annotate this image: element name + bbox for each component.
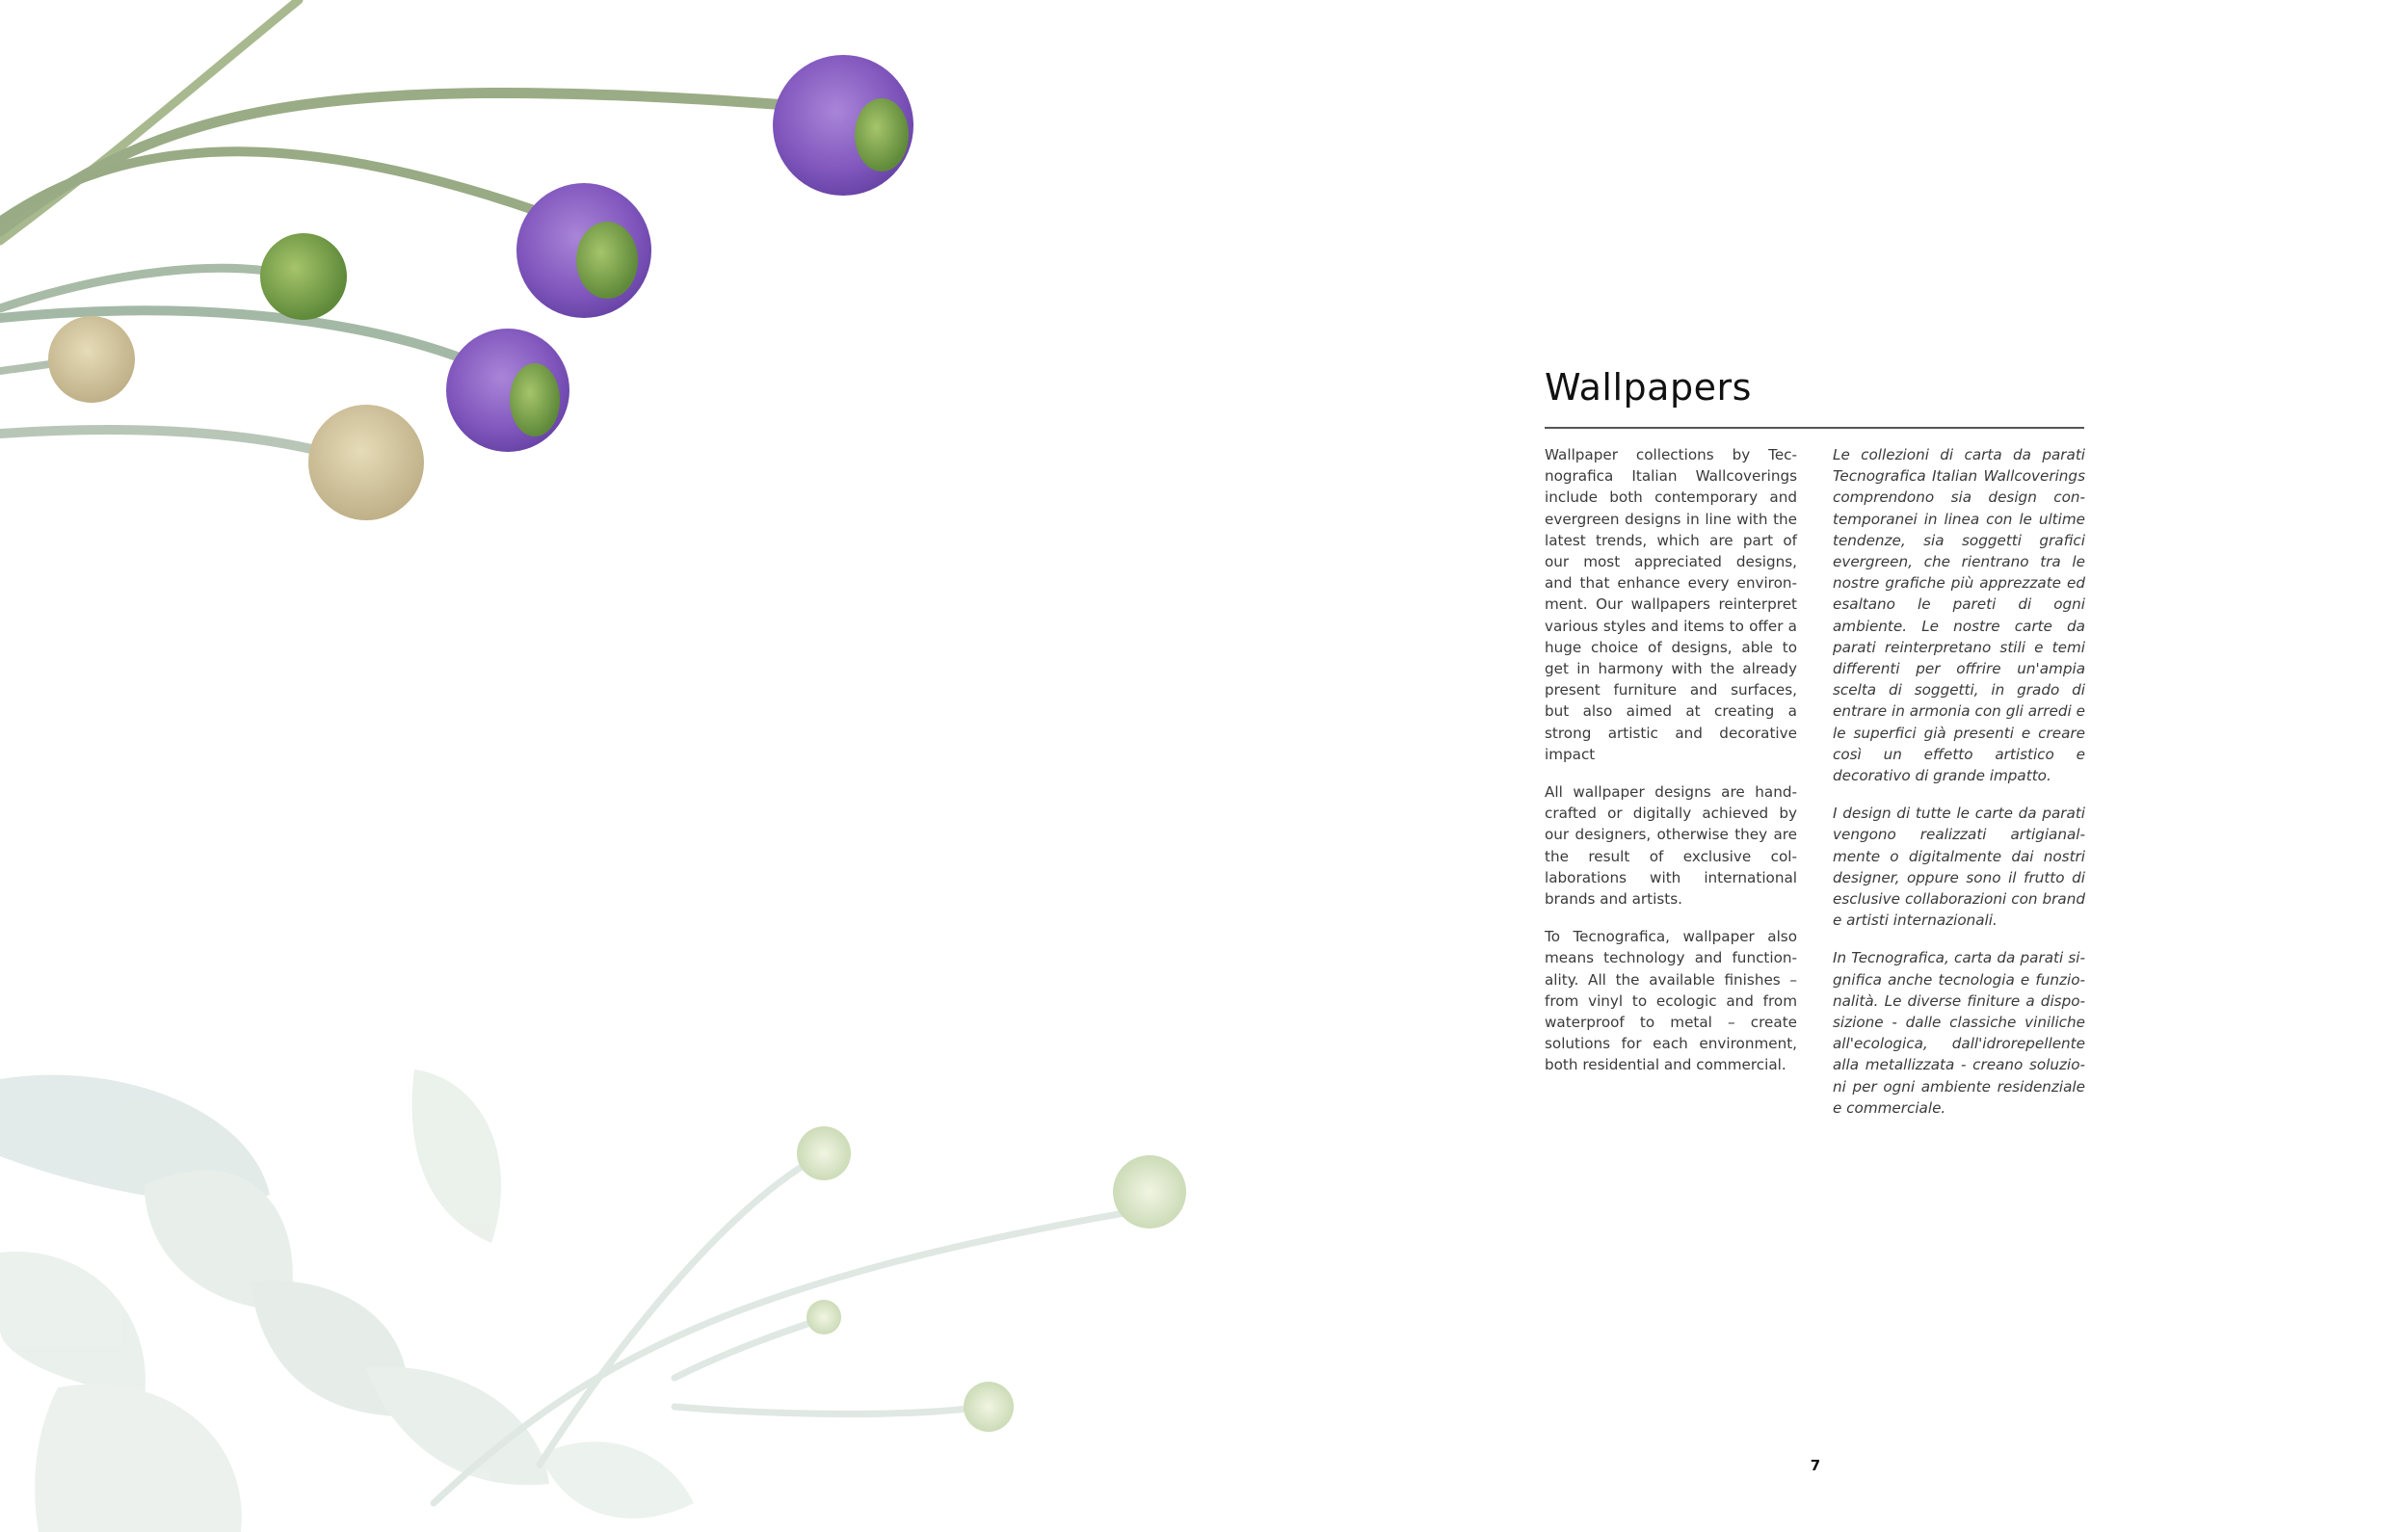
italian-text-column — [1833, 444, 2085, 1135]
beige-flower-large — [308, 405, 424, 520]
italian-paragraph: I design di tutte le carte da parati vengono realizzati artigianalmente o digitalmente dai nostri designer, oppure sono il frutto di esclusive collaborazioni con brand e artisti internazionali. — [1833, 805, 2085, 930]
english-paragraph: All wallpaper designs are handcrafted or digitally achieved by our designers, otherwise they are the result of exclusive collaborations with international brands and artists. — [1545, 783, 1797, 909]
purple-flower-lower — [446, 329, 569, 452]
page-title: Wallpapers — [1545, 366, 1752, 409]
italian-paragraph: Le collezioni di carta da parati Tecnografica Italian Wallcoverings comprendono sia design contemporanei in linea con le ultime tendenze, sia soggetti grafici evergreen, che rientrano tra le nostre grafiche più apprezzate ed esaltano le pareti di ogni ambiente. Le nostre carte da parati reinterpretano stili e temi differenti per offrire un'ampia scelta di soggetti, in grado di entrare in armonia con gli arredi e le superfici già presenti e creare così un effetto artistico e decorativo di grande impatto. — [1833, 446, 2085, 785]
green-flower-head — [260, 233, 347, 320]
pale-flower-head-1 — [797, 1126, 851, 1180]
pale-foliage — [0, 1070, 694, 1532]
english-paragraph: Wallpaper collections by Tecnografica Italian Wallcoverings include both contemporary and evergreen designs in line with the latest trends, which are part of our most appreciated designs, and that enhance every environment. Our wallpapers reinterpret various styles and items to offer a huge choice of designs, able to get in harmony with the already present furniture and surfaces, but also aimed at creating a strong artistic and decorative impact — [1545, 446, 1797, 763]
beige-flower-small — [48, 316, 135, 403]
english-paragraph: To Tecnografica, wallpaper also means technology and functionality. All the available finishes – from vinyl to ecologic and from waterproof to metal – create solutions for each environment, both residential and commercial. — [1545, 928, 1797, 1074]
stems-bottom — [434, 1156, 1147, 1503]
title-divider — [1545, 427, 2084, 429]
english-text-column — [1545, 444, 1797, 1093]
pale-flower-head-2 — [1113, 1155, 1186, 1228]
italian-paragraph: In Tecnografica, carta da parati significa anche tecnologia e funzionalità. Le diverse finiture a disposizione - dalle classiche viniliche all'ecologica, dall'idrorepellente alla metallizzata - creano soluzioni per ogni ambiente residenziale e commerciale. — [1833, 949, 2085, 1117]
purple-flower-large — [773, 55, 913, 196]
purple-flower-middle — [516, 183, 651, 318]
pale-flower-head-4 — [964, 1382, 1014, 1432]
page-number: 7 — [1810, 1457, 1821, 1474]
pale-flower-head-3 — [807, 1300, 841, 1334]
